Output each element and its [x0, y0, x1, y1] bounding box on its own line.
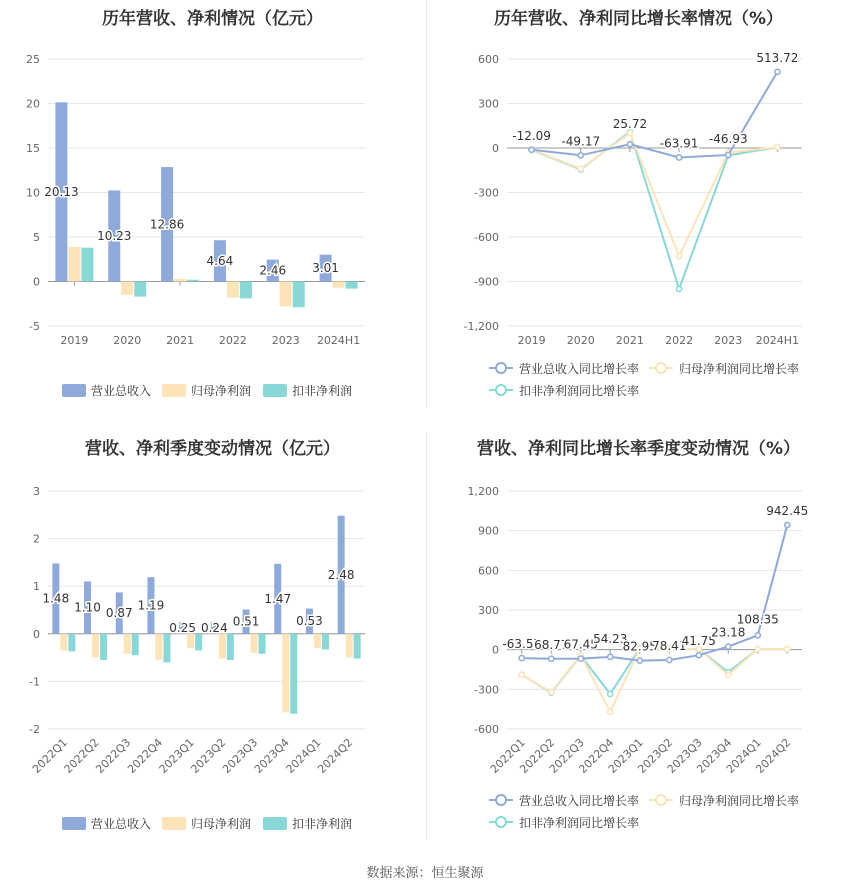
- data-label: 3.01: [312, 261, 339, 276]
- y-tick-label: 600: [478, 564, 499, 578]
- legend-marker: [656, 795, 666, 805]
- data-label: -46.93: [708, 131, 748, 146]
- data-point: [726, 672, 731, 677]
- y-tick-label: 0: [33, 627, 40, 641]
- data-point: [549, 656, 554, 661]
- data-label: 513.72: [756, 50, 799, 65]
- data-point: [637, 658, 642, 663]
- bar-deducted-profit: [322, 634, 329, 650]
- y-tick-label: 0: [492, 643, 499, 657]
- data-label: 108.35: [736, 612, 779, 627]
- data-label: 1.47: [264, 591, 292, 606]
- x-tick-label: 2022Q1: [487, 735, 528, 776]
- data-label: 4.64: [206, 253, 234, 268]
- y-tick-label: 0: [33, 275, 40, 289]
- x-tick-label: 2023Q1: [605, 735, 646, 776]
- x-tick-label: 2022Q3: [93, 735, 134, 776]
- bar-net-profit: [227, 282, 239, 298]
- chart-title: 营收、净利同比增长率季度变动情况（%）: [476, 439, 801, 459]
- data-point: [676, 254, 681, 259]
- x-tick-label: 2024Q1: [723, 735, 764, 776]
- data-point: [755, 646, 760, 651]
- bar-deducted-profit: [81, 248, 93, 282]
- x-tick-label: 2022Q1: [29, 735, 70, 776]
- data-point: [726, 152, 731, 157]
- data-label: 0.51: [232, 614, 260, 629]
- y-tick-label: 2: [33, 532, 40, 546]
- series-line-deducted: [532, 132, 778, 289]
- y-tick-label: 5: [33, 231, 40, 244]
- chart-title: 历年营收、净利同比增长率情况（%）: [493, 9, 784, 29]
- data-point: [578, 153, 583, 158]
- bar-deducted-profit: [187, 280, 199, 282]
- y-tick-label: -1,200: [463, 320, 499, 333]
- legend-label: 扣非净利润同比增长率: [519, 384, 640, 398]
- quarter-line-panel: [427, 430, 850, 850]
- x-tick-label: 2022Q4: [576, 735, 617, 776]
- bar-net-profit: [121, 282, 133, 295]
- data-point: [775, 145, 780, 150]
- annual-line-chart: [427, 0, 850, 410]
- legend-label: 归母净利润: [191, 384, 252, 398]
- x-tick-label: 2023Q4: [694, 735, 735, 776]
- data-label: 1.10: [74, 600, 101, 615]
- legend-label: 扣非净利润同比增长率: [519, 816, 640, 830]
- legend-label: 归母净利润同比增长率: [679, 362, 800, 376]
- bar-deducted-profit: [290, 634, 297, 714]
- y-tick-label: -600: [474, 723, 499, 736]
- x-tick-label: 2023: [271, 334, 300, 347]
- data-label: 1.19: [137, 598, 165, 613]
- data-point: [755, 633, 760, 638]
- x-tick-label: 2022: [218, 334, 247, 347]
- bar-deducted-profit: [259, 634, 266, 654]
- x-tick-label: 2019: [517, 334, 546, 347]
- legend-marker: [496, 385, 506, 395]
- bar-net-profit: [346, 634, 353, 658]
- legend-swatch: [162, 817, 186, 830]
- data-point: [578, 166, 583, 171]
- legend-label: 归母净利润: [191, 817, 252, 831]
- data-point: [519, 672, 524, 677]
- bar-deducted-profit: [195, 634, 202, 651]
- data-label: 78.41: [652, 639, 687, 654]
- x-tick-label: 2023Q3: [220, 735, 261, 776]
- data-label: 41.75: [681, 634, 716, 649]
- bar-net-profit: [60, 634, 67, 651]
- data-point: [627, 142, 632, 147]
- legend-swatch: [263, 384, 287, 397]
- bar-net-profit: [155, 634, 162, 660]
- data-label: 20.13: [44, 184, 79, 199]
- data-point: [578, 656, 583, 661]
- bar-net-profit: [282, 634, 289, 713]
- data-label: 942.45: [766, 504, 809, 519]
- bar-deducted-profit: [346, 282, 358, 289]
- x-tick-label: 2023Q3: [664, 735, 705, 776]
- x-tick-label: 2020: [566, 334, 595, 347]
- x-tick-label: 2024Q2: [315, 735, 356, 776]
- x-tick-label: 2024Q1: [283, 735, 324, 776]
- data-label: 82.95: [622, 639, 657, 654]
- data-point: [775, 69, 780, 74]
- x-tick-label: 2023: [714, 334, 743, 347]
- x-tick-label: 2024Q2: [753, 735, 794, 776]
- y-tick-label: 1: [33, 580, 40, 594]
- data-point: [608, 691, 613, 696]
- legend-swatch: [263, 817, 287, 830]
- data-label: -63.57: [502, 637, 542, 652]
- data-point: [608, 709, 613, 714]
- y-tick-label: 600: [478, 53, 499, 66]
- data-point: [785, 646, 790, 651]
- y-tick-label: 300: [478, 604, 499, 617]
- legend-swatch: [162, 384, 186, 397]
- bar-net-profit: [187, 634, 194, 648]
- x-tick-label: 2022Q2: [61, 735, 102, 776]
- y-tick-label: -1: [29, 675, 40, 689]
- bar-deducted-profit: [68, 634, 75, 652]
- legend-label: 归母净利润同比增长率: [679, 794, 800, 808]
- x-tick-label: 2021: [166, 334, 195, 347]
- y-tick-label: -900: [474, 275, 499, 289]
- legend-swatch: [62, 817, 86, 830]
- x-tick-label: 2022: [665, 334, 694, 347]
- data-point: [676, 286, 681, 291]
- legend-label: 营业总收入同比增长率: [519, 794, 640, 808]
- x-tick-label: 2022Q3: [546, 735, 587, 776]
- data-label: 23.18: [711, 625, 746, 640]
- y-tick-label: -2: [29, 723, 40, 736]
- y-tick-label: 900: [478, 524, 499, 538]
- y-tick-label: -600: [474, 231, 499, 244]
- quarter-bar-panel: [0, 430, 425, 850]
- chart-title: 历年营收、净利情况（亿元）: [102, 9, 323, 29]
- data-point: [549, 689, 554, 694]
- y-tick-label: -5: [29, 320, 40, 333]
- x-tick-label: 2022Q2: [517, 735, 558, 776]
- legend-marker: [496, 363, 506, 373]
- legend-marker: [496, 795, 506, 805]
- x-tick-label: 2021: [615, 334, 644, 347]
- bar-net-profit: [124, 634, 131, 654]
- data-point: [726, 644, 731, 649]
- x-tick-label: 2023Q2: [188, 735, 229, 776]
- data-point: [696, 653, 701, 658]
- legend-label: 扣非净利润: [292, 384, 353, 398]
- data-label: 0.24: [200, 621, 228, 636]
- data-label: 0.87: [105, 606, 133, 621]
- bar-deducted-profit: [100, 634, 107, 660]
- y-tick-label: -300: [474, 186, 499, 200]
- x-tick-label: 2019: [60, 334, 89, 347]
- annual-bar-chart: [0, 0, 425, 410]
- data-label: 2.46: [259, 263, 287, 278]
- quarter-bar-chart: [0, 430, 425, 850]
- data-point: [676, 155, 681, 160]
- bar-net-profit: [251, 634, 258, 653]
- bar-deducted-profit: [293, 282, 305, 308]
- legend-label: 营业总收入: [91, 384, 152, 398]
- bar-deducted-profit: [227, 634, 234, 660]
- annual-bar-panel: [0, 0, 425, 410]
- y-tick-label: 15: [26, 142, 40, 155]
- bar-deducted-profit: [134, 282, 146, 297]
- x-tick-label: 2023Q4: [251, 735, 292, 776]
- bar-net-profit: [219, 634, 226, 659]
- bar-net-profit: [280, 282, 292, 307]
- data-source-footer: 数据来源：恒生聚源: [366, 866, 484, 881]
- bar-deducted-profit: [354, 634, 361, 659]
- bar-deducted-profit: [240, 282, 252, 299]
- data-point: [529, 147, 534, 152]
- x-tick-label: 2023Q2: [635, 735, 676, 776]
- x-tick-label: 2020: [113, 334, 142, 347]
- bar-net-profit: [174, 279, 186, 282]
- data-label: -12.09: [512, 128, 551, 143]
- series-line-deducted: [522, 648, 788, 694]
- data-label: 25.72: [612, 117, 648, 132]
- y-tick-label: 10: [26, 186, 40, 200]
- bar-deducted-profit: [132, 634, 139, 655]
- data-point: [667, 657, 672, 662]
- y-tick-label: 1,200: [467, 485, 499, 498]
- data-label: 54.23: [593, 631, 628, 646]
- bar-net-profit: [333, 282, 345, 288]
- legend-label: 营业总收入同比增长率: [519, 362, 640, 376]
- data-label: 67.45: [563, 637, 598, 652]
- y-tick-label: -300: [474, 683, 499, 697]
- data-label: 2.48: [327, 567, 355, 582]
- data-point: [627, 131, 632, 136]
- y-tick-label: 20: [26, 97, 40, 111]
- x-tick-label: 2024H1: [755, 334, 800, 347]
- y-tick-label: 25: [26, 53, 40, 66]
- x-tick-label: 2023Q1: [156, 735, 197, 776]
- legend-label: 营业总收入: [91, 817, 152, 831]
- x-tick-label: 2022Q4: [125, 735, 166, 776]
- legend-marker: [656, 363, 666, 373]
- data-label: -49.17: [561, 134, 601, 149]
- data-label: 1.48: [42, 591, 70, 606]
- data-label: 12.86: [149, 217, 185, 232]
- bar-net-profit: [68, 247, 80, 282]
- x-tick-label: 2024H1: [316, 334, 361, 347]
- data-label: 0.53: [296, 614, 323, 629]
- data-point: [519, 655, 524, 660]
- data-label: -63.91: [659, 136, 699, 151]
- data-label: 68.77: [534, 637, 569, 652]
- data-point: [608, 654, 613, 659]
- y-tick-label: 300: [478, 97, 499, 111]
- annual-line-panel: [427, 0, 850, 410]
- y-tick-label: 0: [492, 142, 499, 155]
- bar-deducted-profit: [163, 634, 170, 663]
- bar-net-profit: [92, 634, 99, 658]
- quarter-line-chart: [427, 430, 850, 850]
- bar-net-profit: [314, 634, 321, 648]
- data-point: [785, 522, 790, 527]
- y-tick-label: 3: [33, 485, 40, 498]
- legend-label: 扣非净利润: [292, 817, 353, 831]
- chart-title: 营收、净利季度变动情况（亿元）: [85, 439, 340, 459]
- data-label: 0.25: [169, 620, 197, 635]
- legend-swatch: [62, 384, 86, 397]
- data-label: 10.23: [97, 228, 132, 243]
- legend-marker: [496, 817, 506, 827]
